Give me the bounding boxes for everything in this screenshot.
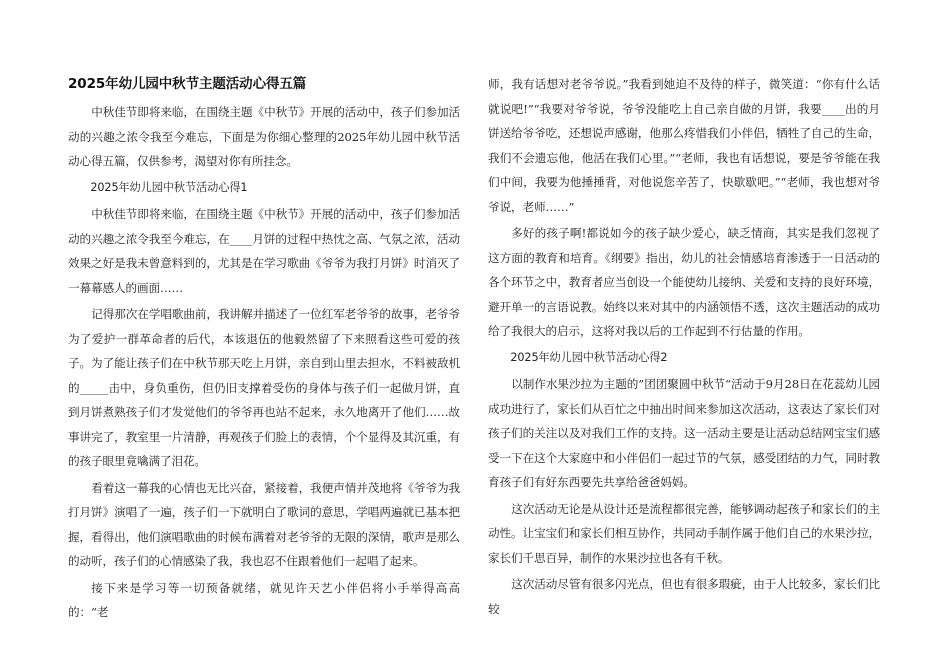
- right-column: [488, 72, 880, 623]
- left-column: [68, 72, 460, 627]
- intro-paragraph: 中秋佳节即将来临，在围绕主题《中秋节》开展的活动中，孩子们参加活动的兴趣之浓令我至今难忘，下面是为你细心整理的2025年幼儿园中秋节活动心得五篇，仅供参考，渴望对你有所挂念。: [68, 105, 460, 168]
- paragraph: 这次活动尽管有很多闪光点，但也有很多瑕疵，由于人比较多，家长们比较: [488, 577, 880, 616]
- paragraph: 这次活动无论是从设计还是流程都很完善，能够调动起孩子和家长们的主动性。让宝宝们和家长们相互协作，共同动手制作属于他们自己的水果沙拉，家长们千思百异，制作的水果沙拉也各有千秋。: [488, 501, 880, 565]
- section-heading-1: 2025年幼儿园中秋节活动心得1: [90, 180, 248, 194]
- paragraph: 中秋佳节即将来临，在围绕主题《中秋节》开展的活动中，孩子们参加活动的兴趣之浓令我至今难忘，在____月饼的过程中热忱之高、气氛之浓，活动效果之好是我未曾意料到的，尤其是在学习歌曲《爷爷为我打月饼》时消灭了一幕幕感人的画面……: [68, 207, 460, 295]
- section-heading-2: 2025年幼儿园中秋节活动心得2: [510, 350, 668, 364]
- paragraph: 以制作水果沙拉为主题的”团团聚圆中秋节“活动于9月28日在花蕊幼儿园成功进行了，家长们从百忙之中抽出时间来参加这次活动，这表达了家长们对孩子们的关注以及对我们工作的支持。这一活动主要是让活动总结网宝宝们感受一下在这个大家庭中和小伴侣们一起过节的气氛，感受团结的力气，同时教育孩子们有好东西要先共享给爸爸妈妈。: [488, 377, 880, 489]
- paragraph: 多好的孩子啊!都说如今的孩子缺少爱心，缺乏情商，其实是我们忽视了这方面的教育和培育。《纲要》指出，幼儿的社会情感培育渗透于一日活动的各个环节之中，教育者应当创设一个能使幼儿接纳、关爱和支持的良好环境，避开单一的言语说教。始终以来对其中的内涵领悟不透，这次主题活动的成功给了我很大的启示，这将对我以后的工作起到不行估量的作用。: [488, 226, 880, 338]
- paragraph: 记得那次在学唱歌曲前，我讲解并描述了一位红军老爷爷的故事，老爷爷为了爱护一群革命者的后代，本该退伍的他毅然留了下来照看这些可爱的孩子。为了能让孩子们在中秋节那天吃上月饼，亲自到山里去担水，不料被敌机的_____击中，身负重伤，但仍旧支撑着受伤的身体与孩子们一起做月饼，直到月饼煮熟孩子们才发觉他们的爷爷再也站不起来，永久地离开了他们……故事讲完了，教室里一片清静，再观孩子们脸上的表情，个个显得及其沉重，有的孩子眼里竟噙满了泪花。: [68, 307, 460, 468]
- paragraph-continued: 师，我有话想对老爷爷说。”我看到她迫不及待的样子，微笑道：“你有什么话就说吧!”“我要对爷爷说，爷爷没能吃上自己亲自做的月饼，我要____出的月饼送给爷爷吃，还想说声感谢，他那么疼惜我们小伴侣，牺牲了自己的生命，我们不会遗忘他，他活在我们心里。”“老师，我也有话想说，要是爷爷能在我们中间，我要为他捶捶背，对他说您辛苦了，快歇歇吧。”“老师，我也想对爷爷说，老师……”: [488, 77, 880, 214]
- paragraph: 接下来是学习等一切预备就绪，就见许天艺小伴侣将小手举得高高的：“老: [68, 580, 460, 619]
- document-title: 2025年幼儿园中秋节主题活动心得五篇: [68, 76, 307, 92]
- paragraph: 看着这一幕我的心情也无比兴奋，紧接着，我便声情并茂地将《爷爷为我打月饼》演唱了一遍，孩子们一下就明白了歌词的意思，学唱两遍就已基本把握，看得出，他们演唱歌曲的时候布满着对老爷爷的无限的深情，歌声是那么的动听，孩子们的心情感染了我，我也忍不住跟着他们一起唱了起来。: [68, 480, 460, 568]
